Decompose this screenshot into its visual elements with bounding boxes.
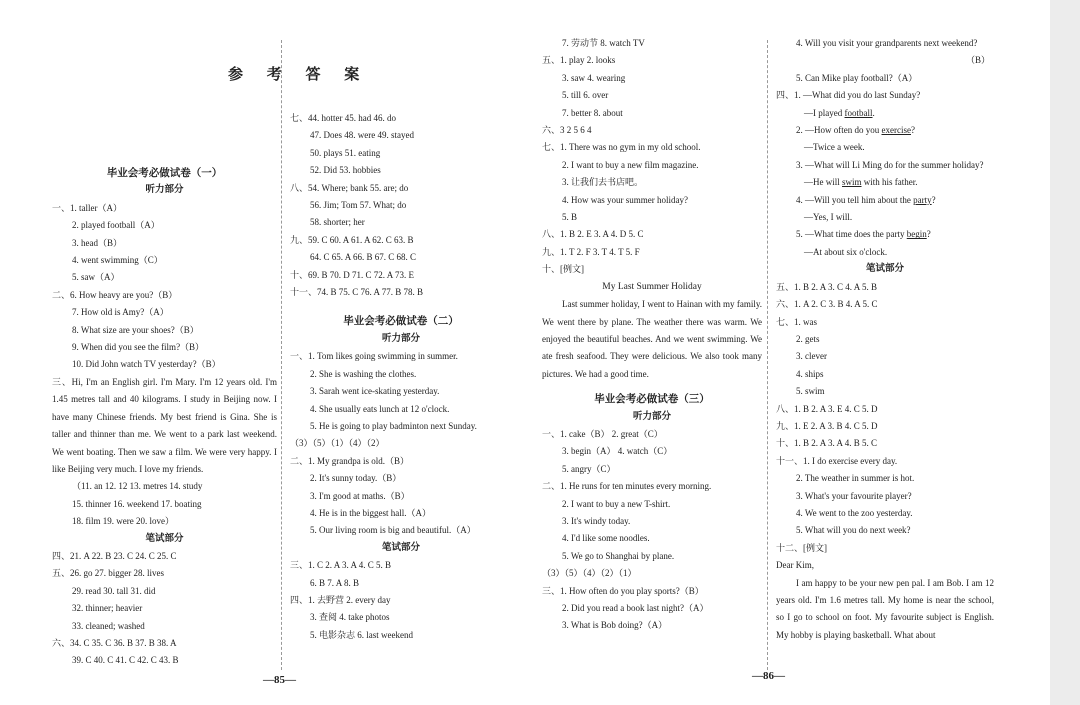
answer-line: 十二、[例文] xyxy=(776,542,827,553)
answer-line: 六、1. A 2. C 3. B 4. A 5. C xyxy=(776,299,878,310)
text-fragment: with his father. xyxy=(863,177,918,188)
text-fragment: —He will xyxy=(804,177,840,188)
answer-line: 九、1. E 2. A 3. B 4. C 5. D xyxy=(776,420,878,431)
answer-line: 十、[例文] xyxy=(542,264,584,275)
answer-line: 7. better 8. about xyxy=(562,107,623,118)
answer-line: 六、3 2 5 6 4 xyxy=(542,125,592,136)
answer-line: 十、69. B 70. D 71. C 72. A 73. E xyxy=(290,269,415,280)
answer-line: （3）（5）（4）（2）（1） xyxy=(542,568,637,579)
answer-line: 56. Jim; Tom 57. What; do xyxy=(310,200,407,211)
letter-paragraph: I am happy to be your new pen pal. I am Bob. I am 12 years old. I'm 1.6 metres tall. My home is near the school, so I go to school on foot. My favourite subject is English. My hobby is playing basketball. What about xyxy=(776,577,994,640)
answer-line: 一、1. taller（A） xyxy=(52,202,122,213)
underlined-answer: party xyxy=(913,194,932,205)
exam-heading: 毕业会考必做试卷（三） xyxy=(594,394,710,406)
answer-line: 四、21. A 22. B 23. C 24. C 25. C xyxy=(52,550,177,561)
answer-line: 五、26. go 27. bigger 28. lives xyxy=(52,568,164,579)
answer-line: 5. Our living room is big and beautiful.（A） xyxy=(310,525,476,536)
answer-line: 5. till 6. over xyxy=(562,90,609,101)
page-edge xyxy=(1050,0,1080,705)
answer-line: 47. Does 48. were 49. stayed xyxy=(310,130,414,141)
essay-paragraph: Last summer holiday, I went to Hainan with my family. We went there by plane. The weather there was warm. We enjoyed the beautiful beaches. And we went swimming. We ate fresh seafood. They were delicious. We also took many pictures. We had a good time. xyxy=(542,299,762,379)
answer-line: 一、1. Tom likes going swimming in summer. xyxy=(290,351,458,362)
answer-paragraph: 三、Hi, I'm an English girl. I'm Mary. I'm 12 years old. I'm 1.45 metres tall and 40 kilograms. I study in Beijing now. I have many Chinese friends. My best friend is Gina. She is taller and thinner than me. We went to a park last weekend. We went boating. Then we saw a film. We were very happy. I like Beijing very much. I love my friends. xyxy=(52,376,277,474)
answer-line: 十一、1. I do exercise every day. xyxy=(776,455,898,466)
underlined-answer: football xyxy=(844,107,873,118)
answer-line: 五、1. B 2. A 3. C 4. A 5. B xyxy=(776,281,878,292)
text-fragment: ? xyxy=(926,229,931,240)
answer-line: 5. He is going to play badminton next Sunday. xyxy=(310,420,477,431)
text-fragment: 5. —What time does the party xyxy=(796,229,905,240)
column-divider xyxy=(767,40,768,670)
underlined-answer: begin xyxy=(906,229,927,240)
answer-line: —Twice a week. xyxy=(804,142,865,153)
right-page-column-2 xyxy=(776,35,994,644)
answer-line: 一、1. cake（B） 2. great（C） xyxy=(542,428,663,439)
answer-line: 六、34. C 35. C 36. B 37. B 38. A xyxy=(52,637,177,648)
answer-line: 2. I want to buy a new film magazine. xyxy=(562,159,699,170)
column-divider xyxy=(281,40,282,670)
answer-line: 2. I want to buy a new T-shirt. xyxy=(562,498,671,509)
answer-line: 七、44. hotter 45. had 46. do xyxy=(290,113,396,123)
answer-line: 39. C 40. C 41. C 42. C 43. B xyxy=(72,655,179,666)
answer-line xyxy=(776,122,994,139)
section-heading: 笔试部分 xyxy=(145,533,184,544)
answer-line: 52. Did 53. hobbies xyxy=(310,165,381,176)
exam-heading: 毕业会考必做试卷（一） xyxy=(106,168,223,179)
answer-line: 四、1. 去野营 2. every day xyxy=(290,594,391,605)
answer-line: 4. We went to the zoo yesterday. xyxy=(796,507,913,518)
answer-line: 2. The weather in summer is hot. xyxy=(796,473,915,484)
underlined-answer: swim xyxy=(842,177,862,188)
answer-line: 八、1. B 2. E 3. A 4. D 5. C xyxy=(542,229,644,240)
page-title: 参 考 答 案 xyxy=(228,67,370,83)
answer-line: 4. He is in the biggest hall.（A） xyxy=(310,507,431,518)
answer-line: 3. What's your favourite player? xyxy=(796,490,912,501)
answer-line: 9. When did you see the film?（B） xyxy=(72,342,205,353)
answer-line: 8. What size are your shoes?（B） xyxy=(72,324,199,335)
answer-line: 二、6. How heavy are you?（B） xyxy=(52,289,178,300)
answer-line: 3. —What will Li Ming do for the summer holiday? xyxy=(796,159,984,170)
answer-line: （B） xyxy=(965,55,990,66)
section-heading: 笔试部分 xyxy=(865,264,904,275)
answer-line: 五、1. play 2. looks xyxy=(542,55,616,66)
answer-line: 七、1. There was no gym in my old school. xyxy=(542,142,701,153)
answer-line: 50. plays 51. eating xyxy=(310,147,381,158)
page-number-left: —85— xyxy=(263,674,296,686)
answer-line: 4. ships xyxy=(796,368,824,379)
answer-line: 5. Can Mike play football?（A） xyxy=(796,72,918,83)
answer-line: 33. cleaned; washed xyxy=(72,620,145,631)
answer-line: 2. She is washing the clothes. xyxy=(310,368,417,379)
left-page-column-1 xyxy=(52,165,277,670)
answer-line: 58. shorter; her xyxy=(310,217,365,228)
answer-line: 3. What is Bob doing?（A） xyxy=(562,620,668,631)
answer-line: 7. 劳动节 8. watch TV xyxy=(562,38,645,48)
answer-line: 八、54. Where; bank 55. are; do xyxy=(290,182,409,193)
answer-line: 二、1. My grandpa is old.（B） xyxy=(290,455,409,466)
answer-line: 三、1. C 2. A 3. A 4. C 5. B xyxy=(290,560,392,571)
answer-line: 4. I'd like some noodles. xyxy=(562,533,650,544)
answer-line: 5. B xyxy=(562,212,578,223)
answer-line: 29. read 30. tall 31. did xyxy=(72,585,156,596)
answer-line: —Yes, I will. xyxy=(804,212,853,223)
answer-line: 三、1. How often do you play sports?（B） xyxy=(542,585,704,596)
answer-line: 15. thinner 16. weekend 17. boating xyxy=(72,498,202,509)
answer-line: 2. played football（A） xyxy=(72,220,160,231)
answer-line: （3）（5）（1）（4）（2） xyxy=(290,438,385,449)
answer-line: 5. 电影杂志 6. last weekend xyxy=(310,629,413,640)
answer-line: 十一、74. B 75. C 76. A 77. B 78. B xyxy=(290,287,424,298)
text-fragment: ? xyxy=(910,125,915,136)
answer-line: 3. Sarah went ice-skating yesterday. xyxy=(310,386,440,397)
answer-line: 3. clever xyxy=(796,351,827,362)
answer-line: 4. went swimming（C） xyxy=(72,255,163,266)
text-fragment: 4. —Will you tell him about the xyxy=(796,194,911,205)
answer-line: 3. It's windy today. xyxy=(562,515,631,526)
answer-line: 四、1. —What did you do last Sunday? xyxy=(776,90,921,101)
answer-line: 64. C 65. A 66. B 67. C 68. C xyxy=(310,252,417,263)
answer-line: 4. She usually eats lunch at 12 o'clock. xyxy=(310,403,450,414)
answer-line: 10. Did John watch TV yesterday?（B） xyxy=(72,359,221,370)
answer-line xyxy=(776,226,994,243)
answer-line xyxy=(776,105,994,122)
page-number-right: —86— xyxy=(752,670,785,682)
answer-line: —At about six o'clock. xyxy=(804,246,888,257)
exam-heading: 毕业会考必做试卷（二） xyxy=(343,316,459,328)
answer-line: 3. I'm good at maths.（B） xyxy=(310,490,410,501)
answer-line: 二、1. He runs for ten minutes every morning. xyxy=(542,481,712,492)
answer-line: 七、1. was xyxy=(776,316,817,327)
answer-line: 2. gets xyxy=(796,333,820,344)
answer-line: 3. head（B） xyxy=(72,237,122,248)
section-heading: 笔试部分 xyxy=(381,542,420,553)
answer-line: 九、1. T 2. F 3. T 4. T 5. F xyxy=(542,246,640,257)
answer-line: （11. an 12. 12 13. metres 14. study xyxy=(72,481,203,492)
answer-line: 6. B 7. A 8. B xyxy=(310,577,360,588)
text-fragment: ? xyxy=(931,194,936,205)
answer-line: 2. It's sunny today.（B） xyxy=(310,473,402,484)
answer-line: 3. begin（A） 4. watch（C） xyxy=(562,446,673,457)
answer-line: 5. saw（A） xyxy=(72,272,120,283)
answer-line: 7. How old is Amy?（A） xyxy=(72,307,169,318)
answer-line: 九、59. C 60. A 61. A 62. C 63. B xyxy=(290,234,414,245)
answer-line xyxy=(776,174,994,191)
right-page-column-1 xyxy=(542,35,762,635)
answer-line: 3. 让我们去书店吧。 xyxy=(562,177,644,188)
answer-line: 5. angry（C） xyxy=(562,463,616,474)
answer-line: 3. 查阅 4. take photos xyxy=(310,612,390,623)
letter-greeting: Dear Kim, xyxy=(776,560,814,571)
section-heading: 听力部分 xyxy=(632,411,671,422)
text-fragment: —I played xyxy=(804,107,843,118)
answer-line: 八、1. B 2. A 3. E 4. C 5. D xyxy=(776,403,878,414)
text-fragment: 2. —How often do you xyxy=(796,125,880,136)
answer-line: 十、1. B 2. A 3. A 4. B 5. C xyxy=(776,438,878,449)
section-heading: 听力部分 xyxy=(381,333,420,344)
answer-line: 4. How was your summer holiday? xyxy=(562,194,688,205)
essay-title: My Last Summer Holiday xyxy=(602,281,702,292)
section-heading: 听力部分 xyxy=(145,185,184,196)
answer-line: 5. We go to Shanghai by plane. xyxy=(562,550,675,561)
left-page-column-2 xyxy=(290,110,512,644)
answer-line: 5. What will you do next week? xyxy=(796,525,911,536)
answer-line: 5. swim xyxy=(796,386,825,397)
answer-line: 18. film 19. were 20. love） xyxy=(72,516,174,527)
answer-line: 3. saw 4. wearing xyxy=(562,72,626,83)
answer-line xyxy=(776,192,994,209)
answer-line: 4. Will you visit your grandparents next weekend? xyxy=(796,38,978,48)
answer-line: 32. thinner; heavier xyxy=(72,603,143,614)
answer-line: 2. Did you read a book last night?（A） xyxy=(562,603,709,613)
text-fragment: . xyxy=(872,107,875,118)
underlined-answer: exercise xyxy=(881,125,911,136)
